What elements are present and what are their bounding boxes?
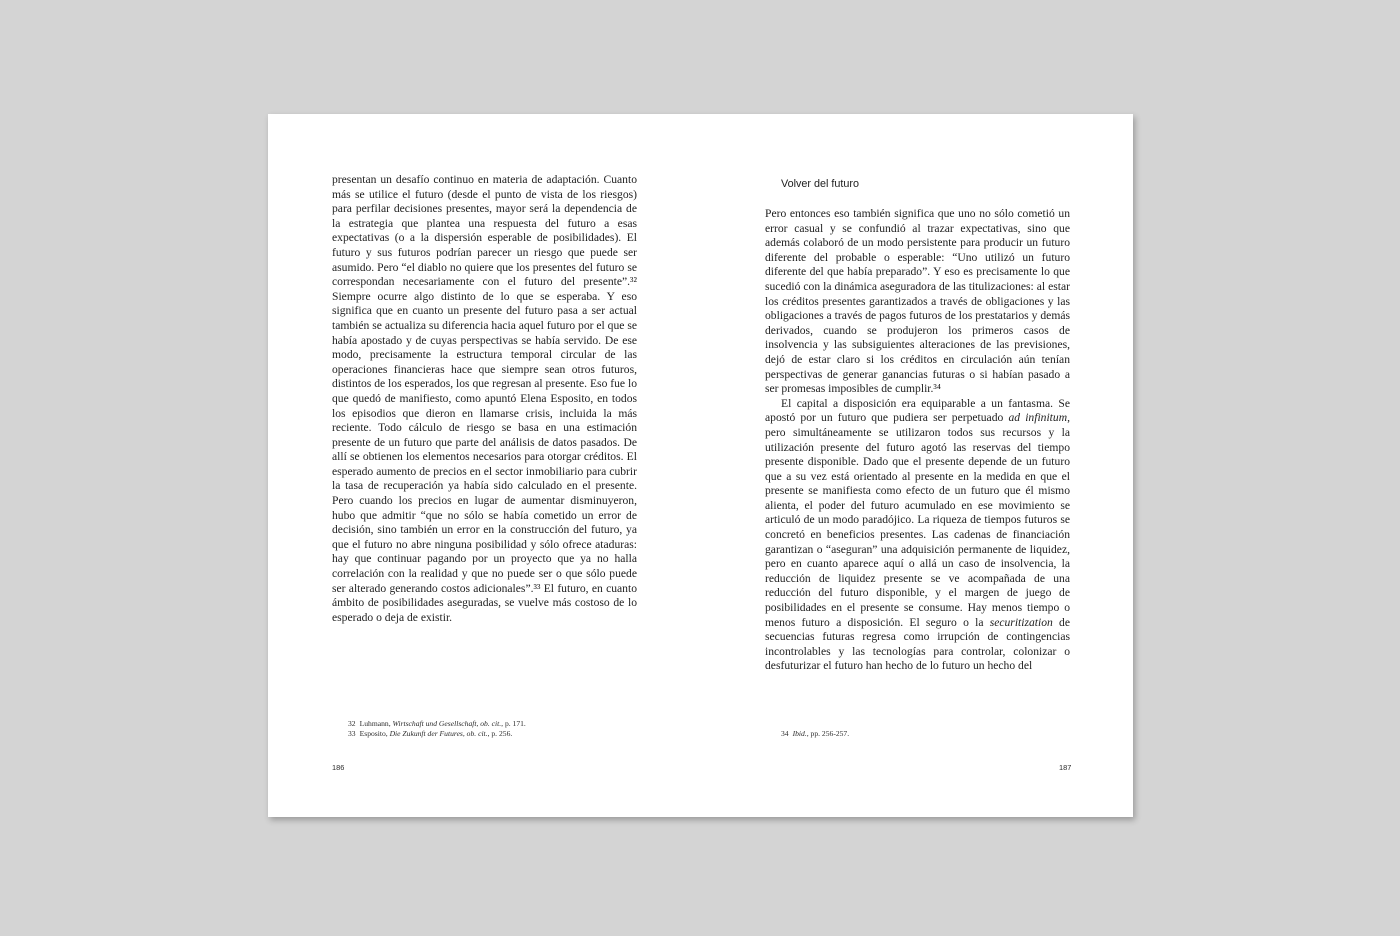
page-number: 187	[1059, 763, 1072, 772]
footnote-34	[781, 729, 849, 739]
paragraph	[765, 397, 1070, 674]
left-page	[268, 114, 700, 817]
footnote-rest: , p. 256.	[487, 729, 513, 738]
book-spread	[268, 114, 1133, 817]
footnote-author: Esposito,	[359, 729, 388, 738]
right-page-body	[765, 207, 1070, 674]
running-head: Volver del futuro	[781, 178, 860, 190]
footnote-number: 34	[781, 729, 789, 738]
right-page	[701, 114, 1133, 817]
footnote-rest: , p. 171.	[501, 719, 526, 728]
text-run: El capital a disposición era equiparable a un fantasma. Se apostó por un futuro que pudiera ser perpetuado	[765, 396, 1070, 425]
page-number: 186	[332, 763, 345, 772]
right-page-footnotes	[781, 729, 849, 739]
text-run: de secuencias futuras regresa como irrupción de contingencias incontrolables y las tecnologías para controlar, colonizar o desfuturizar el futuro han hecho de lo futuro un hecho del	[765, 615, 1071, 673]
footnote-rest: , pp. 256-257.	[806, 729, 850, 738]
left-page-body	[332, 173, 637, 625]
footnote-33	[348, 729, 526, 739]
footnote-title: Wirtschaft und Gesellschaft, ob. cit.	[392, 719, 502, 728]
footnote-number: 33	[348, 729, 356, 738]
footnote-title: Die Zukunft der Futures, ob. cit.	[389, 729, 488, 738]
footnote-32	[348, 719, 526, 729]
footnote-number: 32	[348, 719, 356, 728]
text-run: , pero simultáneamente se utilizaron todos sus recursos y la utilización presente del futuro agotó las reservas del tiempo presente disponible. Dado que el presente depende de un futuro que a su vez está orientado al presente en la medida en que el presente se manifiesta como efecto de un futuro que él mismo alienta, el poder del futuro acumulado en ese movimiento se articuló de un modo paradójico. La riqueza de tiempos futuros se concretó en beneficios presentes. Las cadenas de financiación garantizan o “aseguran” una adquisición permanente de liquidez, pero en cuanto aparece aquí o allá un caso de insolvencia, la reducción de liquidez presente se ve acompañada de una reducción del futuro disponible, y el margen de juego de posibilidades en el presente se consume. Hay menos tiempo o menos futuro a disposición. El seguro o la	[765, 411, 1070, 629]
footnote-title: Ibid.	[792, 729, 807, 738]
italic-term: ad infinitum	[1008, 411, 1068, 425]
paragraph: Pero entonces eso también significa que uno no sólo cometió un error casual y se confundió al trazar expectativas, sino que además colaboró de un modo persistente para producir un futuro diferente del probable o esperable: “Uno utilizó un futuro diferente del que había preparado”. Y eso es precisamente lo que sucedió con la dinámica aseguradora de las titulizaciones: al estar los créditos presentes garantizados a través de obligaciones y las obligaciones a través de pagos futuros de los prestatarios y demás derivados, cuando se produjeron los primeros casos de insolvencia y las subsiguientes alteraciones de las previsiones, dejó de estar claro si los créditos en circulación aún tenían perspectivas de generar ganancias futuras o si habían pasado a ser promesas imposibles de cumplir.³⁴	[765, 207, 1070, 396]
italic-term: securitization	[989, 615, 1053, 629]
left-page-footnotes	[348, 719, 526, 739]
footnote-author: Luhmann,	[359, 719, 391, 728]
paragraph: presentan un desafío continuo en materia de adaptación. Cuanto más se utilice el futuro (desde el punto de vista de los riesgos) para perfilar decisiones presentes, mayor será la dependencia de la estrategia que plantea una respuesta del futuro a esas expectativas (o a la dispersión esperable de posibilidades). El futuro y sus futuros podrían parecer un riesgo que puede ser asumido. Pero “el diablo no quiere que los presentes del futuro se correspondan necesariamente con el futuro del presente”.³² Siempre ocurre algo distinto de lo que se esperaba. Y eso significa que en cuanto un presente del futuro pasa a ser actual también se actualiza su diferencia hacia aquel futuro por el que se había apostado y de cuyas perspectivas se había servido. De ese modo, precisamente la estructura temporal circular de las operaciones financieras hace que siempre sean otros futuros, distintos de los esperados, los que regresan al presente. Eso fue lo que quedó de manifiesto, como apuntó Elena Esposito, en todos los episodios que dieron en llamarse crisis, incluida la más reciente. Todo cálculo de riesgo se basa en una estimación presente de un futuro que parte del análisis de datos pasados. De allí se obtienen los elementos necesarios para otorgar créditos. El esperado aumento de precios en el sector inmobiliario para cubrir la tasa de recuperación ya había sido calculado en el presente. Pero cuando los precios en lugar de aumentar disminuyeron, hubo que admitir “que no sólo se había cometido un error de decisión, sino también un error en la construcción del futuro, ya que el futuro no abre ninguna posibilidad y sólo ofrece ataduras: hay que continuar pagando por un proyecto que ya no halla correlación con la realidad y que no puede ser o que sólo puede ser alterado generando costos adicionales”.³³ El futuro, en cuanto ámbito de posibilidades aseguradas, se vuelve más costoso de lo esperado o deja de existir.	[332, 173, 637, 624]
